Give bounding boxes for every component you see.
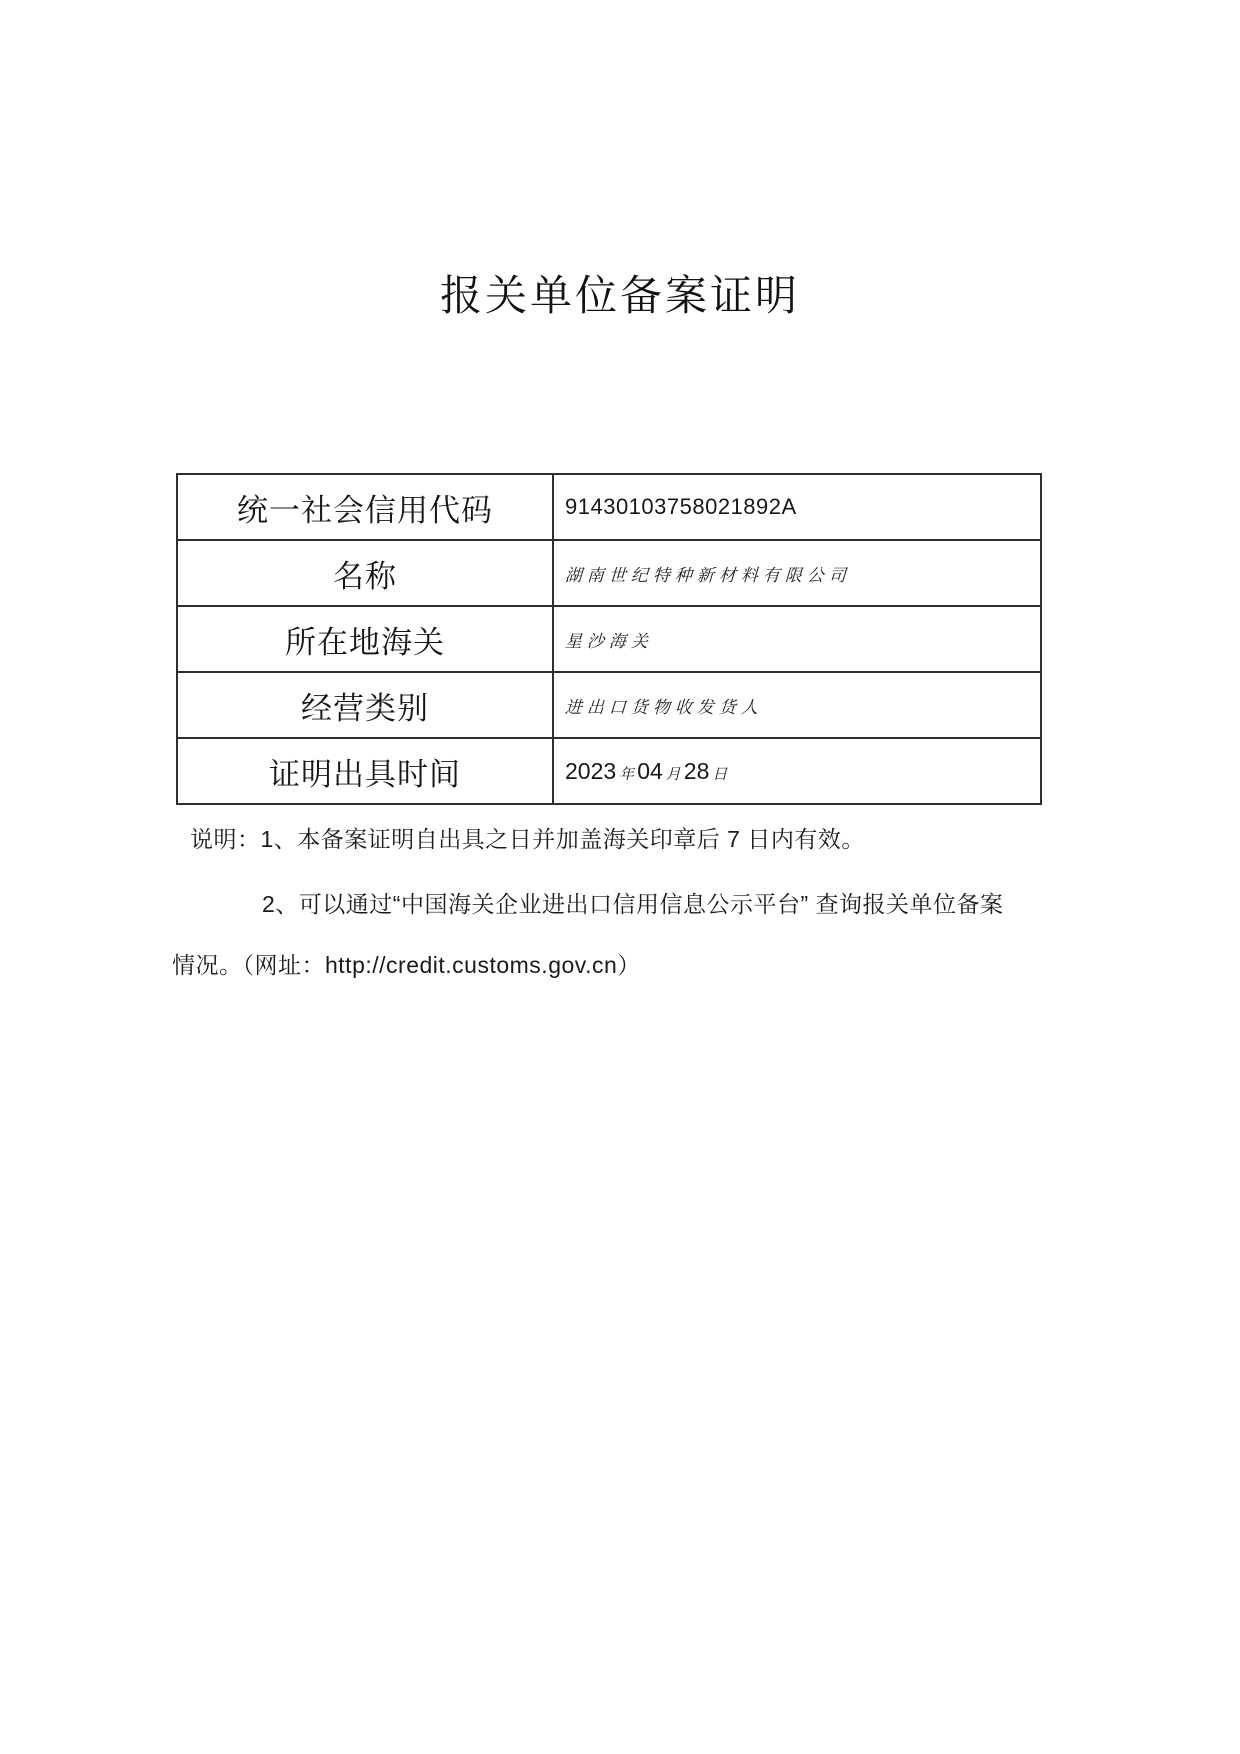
row-value-business-category [553,672,1041,738]
row-label-credit-code: 统一社会信用代码 [177,474,553,540]
row-label-issue-date: 证明出具时间 [177,738,553,804]
row-label-name: 名称 [177,540,553,606]
issue-date-month-unit: 月 [665,765,681,783]
note-line-3: 情况。（网址：http://credit.customs.gov.cn） [172,952,641,978]
row-value-credit-code [553,474,1041,540]
company-name-value: 湖南世纪特种新材料有限公司 [564,565,852,585]
issue-date-day: 28 [683,757,710,784]
row-value-customs-office [553,606,1041,672]
row-value-name [553,540,1041,606]
table-row [177,738,1041,804]
table-row [177,540,1041,606]
table-row [177,672,1041,738]
note-line-1: 说明：1、本备案证明自出具之日并加盖海关印章后 7 日内有效。 [190,826,865,852]
customs-office-value: 星沙海关 [564,631,654,651]
page-title: 报关单位备案证明 [439,272,800,319]
issue-date-day-unit: 日 [712,765,728,783]
registration-table [176,473,1042,805]
issue-date-month: 04 [637,757,663,784]
business-category-value: 进出口货物收发货人 [564,697,764,717]
issue-date-year: 2023 [565,757,617,784]
credit-code-value: 91430103758021892A [565,494,797,519]
table-row [177,474,1041,540]
row-label-business-category: 经营类别 [177,672,553,738]
note-line-2: 2、可以通过“中国海关企业进出口信用信息公示平台” 查询报关单位备案 [262,891,1004,917]
row-label-customs-office: 所在地海关 [177,606,553,672]
issue-date-year-unit: 年 [619,765,635,783]
table-row [177,606,1041,672]
row-value-issue-date [553,738,1041,804]
